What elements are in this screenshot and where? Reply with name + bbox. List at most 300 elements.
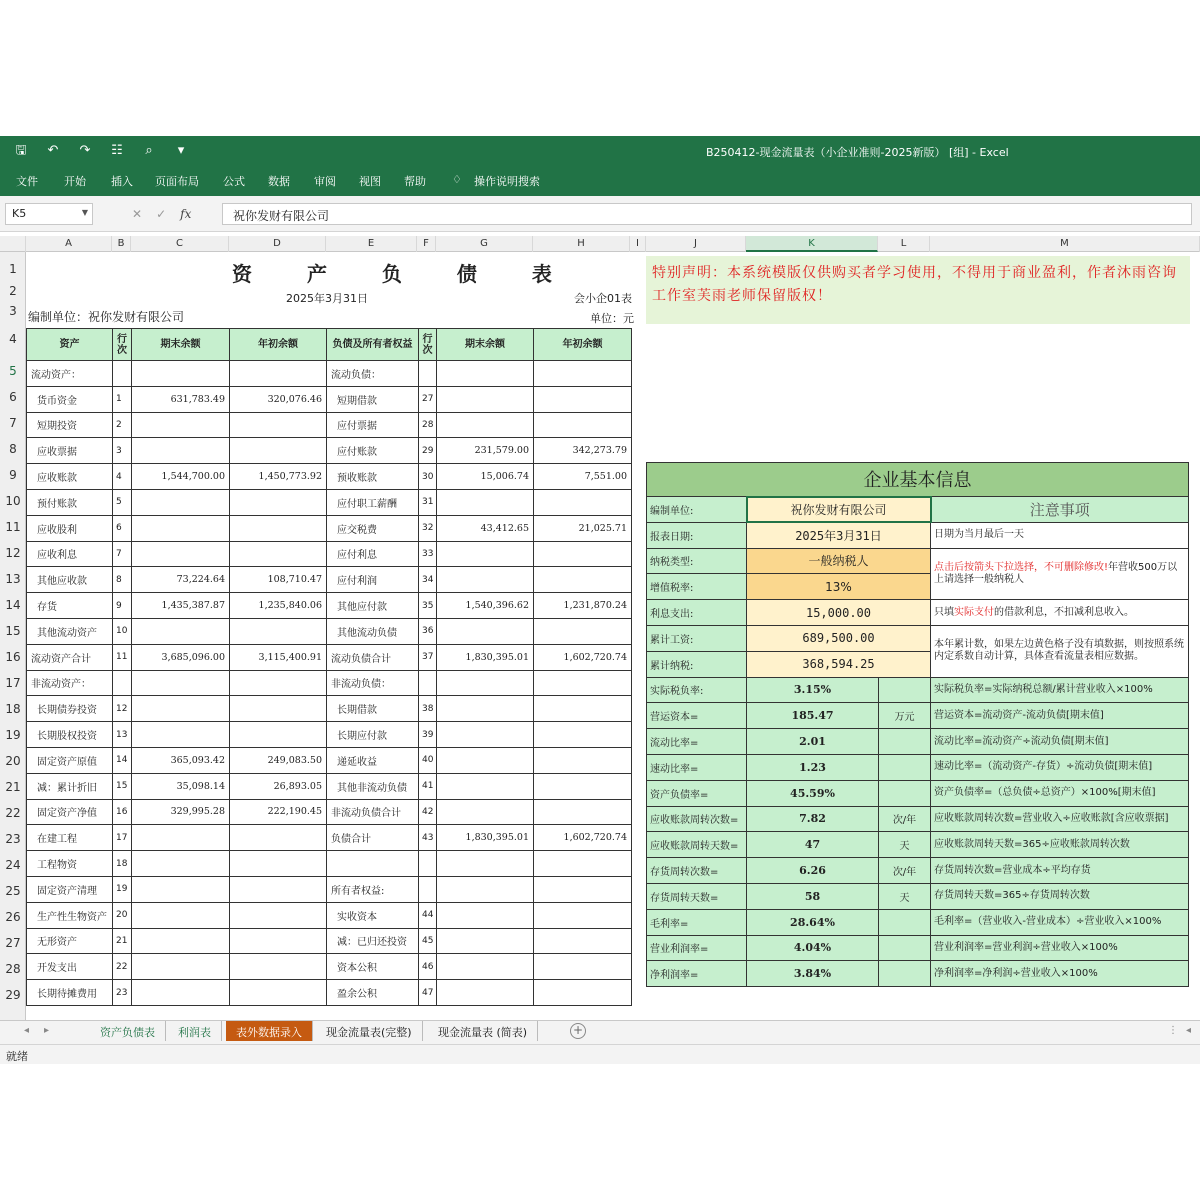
table-cell[interactable]: 41	[419, 773, 437, 799]
table-cell[interactable]	[132, 980, 230, 1006]
table-cell[interactable]: 流动资产：	[27, 361, 113, 387]
table-cell[interactable]	[132, 438, 230, 464]
table-cell[interactable]	[534, 954, 632, 980]
column-header[interactable]: B	[112, 236, 131, 252]
column-header[interactable]: H	[533, 236, 630, 252]
row-header[interactable]: 7	[9, 416, 17, 430]
table-cell[interactable]: 应收利息	[27, 541, 113, 567]
table-cell[interactable]: 所有者权益:	[327, 876, 419, 902]
select-all-corner[interactable]	[0, 236, 26, 252]
customize-icon[interactable]: ▾	[177, 143, 185, 158]
table-cell[interactable]	[132, 489, 230, 515]
table-cell[interactable]: 应交税费	[327, 515, 419, 541]
table-cell[interactable]	[437, 722, 534, 748]
table-cell[interactable]	[230, 412, 327, 438]
table-cell[interactable]: 12	[113, 696, 132, 722]
table-cell[interactable]	[132, 696, 230, 722]
table-cell[interactable]: 其他流动负债	[327, 618, 419, 644]
table-cell[interactable]	[437, 902, 534, 928]
table-cell[interactable]: 无形资产	[27, 928, 113, 954]
table-cell[interactable]: 23	[113, 980, 132, 1006]
table-cell[interactable]	[132, 670, 230, 696]
header-cell[interactable]: 年初余额	[534, 329, 632, 361]
table-cell[interactable]: 1,830,395.01	[437, 825, 534, 851]
column-header[interactable]: M	[930, 236, 1200, 252]
table-cell[interactable]	[230, 670, 327, 696]
table-cell[interactable]	[534, 902, 632, 928]
metric-value[interactable]: 185.47	[747, 703, 879, 729]
table-cell[interactable]	[437, 489, 534, 515]
tab-help[interactable]: 帮助	[404, 175, 426, 188]
chevron-down-icon[interactable]: ▼	[81, 208, 88, 217]
redo-icon[interactable]: ↷	[79, 143, 91, 158]
table-cell[interactable]: 其他流动资产	[27, 618, 113, 644]
table-cell[interactable]	[534, 876, 632, 902]
row-header[interactable]: 2	[9, 284, 17, 298]
row-header[interactable]: 5	[9, 364, 17, 378]
tab-insert[interactable]: 插入	[111, 175, 133, 188]
table-cell[interactable]: 负债合计	[327, 825, 419, 851]
table-cell[interactable]: 13	[113, 722, 132, 748]
row-header[interactable]: 24	[5, 858, 21, 872]
table-cell[interactable]	[437, 696, 534, 722]
row-header[interactable]: 15	[5, 624, 21, 638]
row-header[interactable]: 28	[5, 962, 21, 976]
sheet-tab-income[interactable]: 利润表	[168, 1021, 222, 1041]
table-cell[interactable]: 231,579.00	[437, 438, 534, 464]
header-cell[interactable]: 行次	[419, 329, 437, 361]
table-cell[interactable]: 5	[113, 489, 132, 515]
cancel-icon[interactable]: ✕	[132, 207, 143, 221]
save-icon[interactable]: 🖫	[15, 143, 27, 158]
table-cell[interactable]	[132, 515, 230, 541]
table-cell[interactable]	[534, 670, 632, 696]
insert-function-icon[interactable]: fx	[180, 207, 192, 221]
row-header[interactable]: 13	[5, 572, 21, 586]
table-cell[interactable]	[437, 954, 534, 980]
table-cell[interactable]	[419, 876, 437, 902]
table-cell[interactable]	[437, 567, 534, 593]
table-cell[interactable]: 35,098.14	[132, 773, 230, 799]
table-cell[interactable]: 非流动资产：	[27, 670, 113, 696]
table-cell[interactable]	[534, 773, 632, 799]
table-cell[interactable]: 工程物资	[27, 851, 113, 877]
table-cell[interactable]: 30	[419, 464, 437, 490]
row-header[interactable]: 20	[5, 754, 21, 768]
metric-value[interactable]: 2.01	[747, 729, 879, 755]
table-cell[interactable]: 47	[419, 980, 437, 1006]
row-header[interactable]: 4	[9, 332, 17, 346]
table-cell[interactable]	[132, 876, 230, 902]
table-cell[interactable]: 36	[419, 618, 437, 644]
table-cell[interactable]: 21	[113, 928, 132, 954]
row-header[interactable]: 9	[9, 468, 17, 482]
table-cell[interactable]: 其他非流动负债	[327, 773, 419, 799]
table-cell[interactable]: 28	[419, 412, 437, 438]
metric-value[interactable]: 4.04%	[747, 935, 879, 961]
row-header[interactable]: 3	[9, 304, 17, 318]
tab-home[interactable]: 开始	[64, 175, 86, 188]
table-cell[interactable]	[437, 412, 534, 438]
table-cell[interactable]: 减：已归还投资	[327, 928, 419, 954]
table-cell[interactable]: 1,540,396.62	[437, 593, 534, 619]
table-cell[interactable]: 6	[113, 515, 132, 541]
table-cell[interactable]: 37	[419, 644, 437, 670]
table-cell[interactable]: 应付利润	[327, 567, 419, 593]
metric-value[interactable]: 1.23	[747, 754, 879, 780]
table-cell[interactable]	[132, 722, 230, 748]
table-cell[interactable]	[534, 567, 632, 593]
table-cell[interactable]: 减：累计折旧	[27, 773, 113, 799]
table-cell[interactable]: 货币资金	[27, 386, 113, 412]
table-cell[interactable]: 31	[419, 489, 437, 515]
row-header[interactable]: 10	[5, 494, 21, 508]
add-sheet-icon[interactable]: +	[570, 1023, 586, 1039]
table-cell[interactable]: 43,412.65	[437, 515, 534, 541]
table-cell[interactable]	[132, 618, 230, 644]
sheet-tab-data-entry[interactable]: 表外数据录入	[226, 1021, 313, 1041]
worksheet-grid[interactable]	[26, 252, 1200, 1016]
table-cell[interactable]: 3,685,096.00	[132, 644, 230, 670]
table-cell[interactable]: 盈余公积	[327, 980, 419, 1006]
row-header[interactable]: 27	[5, 936, 21, 950]
table-cell[interactable]: 长期应付款	[327, 722, 419, 748]
table-cell[interactable]	[534, 618, 632, 644]
table-cell[interactable]: 18	[113, 851, 132, 877]
table-cell[interactable]: 生产性生物资产	[27, 902, 113, 928]
table-cell[interactable]	[132, 412, 230, 438]
date-value-cell[interactable]: 2025年3月31日	[747, 522, 931, 548]
table-cell[interactable]	[534, 541, 632, 567]
table-cell[interactable]: 1,450,773.92	[230, 464, 327, 490]
tell-me-search[interactable]: 操作说明搜索	[474, 175, 540, 188]
table-cell[interactable]: 其他应收款	[27, 567, 113, 593]
table-cell[interactable]	[230, 980, 327, 1006]
table-cell[interactable]: 40	[419, 747, 437, 773]
row-header[interactable]: 17	[5, 676, 21, 690]
table-cell[interactable]: 320,076.46	[230, 386, 327, 412]
header-cell[interactable]: 年初余额	[230, 329, 327, 361]
table-cell[interactable]: 开发支出	[27, 954, 113, 980]
column-header[interactable]: K	[746, 236, 878, 252]
table-cell[interactable]: 16	[113, 799, 132, 825]
table-cell[interactable]: 1,602,720.74	[534, 825, 632, 851]
table-cell[interactable]	[132, 361, 230, 387]
scroll-right-icon[interactable]: ▸	[44, 1025, 50, 1036]
tab-file[interactable]: 文件	[16, 175, 38, 188]
table-cell[interactable]	[132, 541, 230, 567]
table-cell[interactable]	[534, 386, 632, 412]
table-cell[interactable]	[419, 851, 437, 877]
metric-value[interactable]: 3.84%	[747, 961, 879, 987]
table-cell[interactable]	[230, 722, 327, 748]
table-cell[interactable]	[437, 618, 534, 644]
table-cell[interactable]: 非流动负债：	[327, 670, 419, 696]
table-cell[interactable]: 应付职工薪酬	[327, 489, 419, 515]
table-cell[interactable]	[230, 954, 327, 980]
table-cell[interactable]: 在建工程	[27, 825, 113, 851]
table-cell[interactable]: 32	[419, 515, 437, 541]
table-cell[interactable]: 应付票据	[327, 412, 419, 438]
table-cell[interactable]	[132, 954, 230, 980]
table-cell[interactable]: 9	[113, 593, 132, 619]
table-cell[interactable]: 14	[113, 747, 132, 773]
table-cell[interactable]	[534, 928, 632, 954]
row-header[interactable]: 22	[5, 806, 21, 820]
table-cell[interactable]: 249,083.50	[230, 747, 327, 773]
table-cell[interactable]	[230, 825, 327, 851]
table-cell[interactable]: 45	[419, 928, 437, 954]
print-preview-icon[interactable]: ⌕	[145, 143, 153, 158]
table-cell[interactable]: 2	[113, 412, 132, 438]
table-cell[interactable]	[230, 489, 327, 515]
interest-value-cell[interactable]: 15,000.00	[747, 600, 931, 626]
table-cell[interactable]: 44	[419, 902, 437, 928]
table-cell[interactable]: 631,783.49	[132, 386, 230, 412]
table-cell[interactable]: 长期股权投资	[27, 722, 113, 748]
table-cell[interactable]	[113, 670, 132, 696]
table-cell[interactable]: 1,435,387.87	[132, 593, 230, 619]
metric-value[interactable]: 6.26	[747, 858, 879, 884]
table-cell[interactable]	[534, 722, 632, 748]
table-cell[interactable]	[534, 851, 632, 877]
column-header[interactable]: G	[436, 236, 533, 252]
metric-value[interactable]: 58	[747, 883, 879, 909]
table-cell[interactable]: 递延收益	[327, 747, 419, 773]
tab-view[interactable]: 视图	[359, 175, 381, 188]
table-cell[interactable]	[230, 438, 327, 464]
table-cell[interactable]: 19	[113, 876, 132, 902]
table-cell[interactable]	[437, 386, 534, 412]
metric-value[interactable]: 3.15%	[747, 677, 879, 703]
table-cell[interactable]	[534, 980, 632, 1006]
table-cell[interactable]: 329,995.28	[132, 799, 230, 825]
row-header[interactable]: 14	[5, 598, 21, 612]
company-value-cell[interactable]: 祝你发财有限公司	[747, 497, 931, 523]
table-cell[interactable]: 短期借款	[327, 386, 419, 412]
table-cell[interactable]: 预收账款	[327, 464, 419, 490]
table-cell[interactable]	[419, 361, 437, 387]
table-cell[interactable]: 42	[419, 799, 437, 825]
table-cell[interactable]	[437, 670, 534, 696]
header-cell[interactable]: 资产	[27, 329, 113, 361]
table-cell[interactable]: 17	[113, 825, 132, 851]
table-cell[interactable]	[230, 618, 327, 644]
column-header[interactable]: E	[326, 236, 417, 252]
table-cell[interactable]: 3	[113, 438, 132, 464]
row-header[interactable]: 12	[5, 546, 21, 560]
table-cell[interactable]: 流动资产合计	[27, 644, 113, 670]
table-cell[interactable]	[437, 980, 534, 1006]
row-header[interactable]: 8	[9, 442, 17, 456]
table-cell[interactable]	[437, 361, 534, 387]
metric-value[interactable]: 7.82	[747, 806, 879, 832]
table-cell[interactable]	[230, 902, 327, 928]
row-header[interactable]: 18	[5, 702, 21, 716]
table-cell[interactable]: 39	[419, 722, 437, 748]
table-cell[interactable]	[437, 928, 534, 954]
table-cell[interactable]: 3,115,400.91	[230, 644, 327, 670]
table-cell[interactable]: 1,231,870.24	[534, 593, 632, 619]
table-cell[interactable]: 43	[419, 825, 437, 851]
row-header[interactable]: 16	[5, 650, 21, 664]
table-cell[interactable]: 长期待摊费用	[27, 980, 113, 1006]
table-cell[interactable]	[132, 928, 230, 954]
table-cell[interactable]	[419, 670, 437, 696]
table-cell[interactable]	[437, 799, 534, 825]
taxpayer-type-select[interactable]: 一般纳税人	[747, 548, 931, 574]
table-cell[interactable]: 8	[113, 567, 132, 593]
table-cell[interactable]: 7,551.00	[534, 464, 632, 490]
table-cell[interactable]	[437, 773, 534, 799]
table-cell[interactable]: 1,830,395.01	[437, 644, 534, 670]
table-cell[interactable]	[534, 489, 632, 515]
enter-icon[interactable]: ✓	[156, 207, 167, 221]
table-cell[interactable]: 流动负债：	[327, 361, 419, 387]
table-cell[interactable]	[132, 902, 230, 928]
header-cell[interactable]: 期末余额	[132, 329, 230, 361]
tab-data[interactable]: 数据	[268, 175, 290, 188]
table-cell[interactable]: 15	[113, 773, 132, 799]
table-cell[interactable]: 资本公积	[327, 954, 419, 980]
table-cell[interactable]: 15,006.74	[437, 464, 534, 490]
header-cell[interactable]: 行次	[113, 329, 132, 361]
sheet-tab-cashflow-full[interactable]: 现金流量表(完整)	[316, 1021, 423, 1041]
table-cell[interactable]: 应收账款	[27, 464, 113, 490]
row-header[interactable]: 19	[5, 728, 21, 742]
table-cell[interactable]: 27	[419, 386, 437, 412]
column-header[interactable]: I	[630, 236, 646, 252]
table-cell[interactable]	[132, 851, 230, 877]
table-cell[interactable]	[113, 361, 132, 387]
table-cell[interactable]: 26,893.05	[230, 773, 327, 799]
table-cell[interactable]: 长期债券投资	[27, 696, 113, 722]
table-cell[interactable]: 应付账款	[327, 438, 419, 464]
tax-value-cell[interactable]: 368,594.25	[747, 651, 931, 677]
table-cell[interactable]: 365,093.42	[132, 747, 230, 773]
table-cell[interactable]: 长期借款	[327, 696, 419, 722]
tab-page-layout[interactable]: 页面布局	[155, 175, 199, 188]
table-cell[interactable]: 29	[419, 438, 437, 464]
table-cell[interactable]	[437, 851, 534, 877]
table-cell[interactable]	[437, 876, 534, 902]
row-header[interactable]: 29	[5, 988, 21, 1002]
column-header[interactable]: L	[878, 236, 930, 252]
column-header[interactable]: D	[229, 236, 326, 252]
metric-value[interactable]: 47	[747, 832, 879, 858]
row-header[interactable]: 21	[5, 780, 21, 794]
row-header[interactable]: 1	[9, 262, 17, 276]
header-cell[interactable]: 负债及所有者权益	[327, 329, 419, 361]
table-cell[interactable]	[534, 412, 632, 438]
metric-value[interactable]: 28.64%	[747, 909, 879, 935]
table-cell[interactable]: 1	[113, 386, 132, 412]
table-cell[interactable]: 固定资产净值	[27, 799, 113, 825]
wages-value-cell[interactable]: 689,500.00	[747, 625, 931, 651]
table-cell[interactable]: 应付利息	[327, 541, 419, 567]
row-header[interactable]: 23	[5, 832, 21, 846]
table-cell[interactable]: 46	[419, 954, 437, 980]
table-cell[interactable]: 11	[113, 644, 132, 670]
table-cell[interactable]: 342,273.79	[534, 438, 632, 464]
table-cell[interactable]: 73,224.64	[132, 567, 230, 593]
table-cell[interactable]: 33	[419, 541, 437, 567]
table-cell[interactable]	[534, 361, 632, 387]
table-cell[interactable]: 10	[113, 618, 132, 644]
table-cell[interactable]: 1,544,700.00	[132, 464, 230, 490]
table-cell[interactable]: 短期投资	[27, 412, 113, 438]
header-cell[interactable]: 期末余额	[437, 329, 534, 361]
tab-review[interactable]: 审阅	[314, 175, 336, 188]
table-cell[interactable]	[327, 851, 419, 877]
table-cell[interactable]: 1,602,720.74	[534, 644, 632, 670]
table-cell[interactable]	[230, 928, 327, 954]
table-cell[interactable]: 存货	[27, 593, 113, 619]
table-cell[interactable]: 22	[113, 954, 132, 980]
table-cell[interactable]: 非流动负债合计	[327, 799, 419, 825]
table-cell[interactable]: 流动负债合计	[327, 644, 419, 670]
table-cell[interactable]: 222,190.45	[230, 799, 327, 825]
column-header[interactable]: J	[646, 236, 746, 252]
scroll-left-icon[interactable]: ◂	[24, 1025, 30, 1036]
hscroll-left-icon[interactable]: ◂	[1186, 1025, 1192, 1036]
formula-input[interactable]: 祝你发财有限公司	[222, 203, 1192, 225]
row-header[interactable]: 6	[9, 390, 17, 404]
table-cell[interactable]	[437, 747, 534, 773]
row-header[interactable]: 11	[5, 520, 21, 534]
table-cell[interactable]: 预付账款	[27, 489, 113, 515]
table-cell[interactable]: 应收票据	[27, 438, 113, 464]
table-cell[interactable]: 35	[419, 593, 437, 619]
table-cell[interactable]	[534, 696, 632, 722]
more-options-icon[interactable]: ⋮	[1168, 1025, 1178, 1036]
table-cell[interactable]: 应收股利	[27, 515, 113, 541]
row-header[interactable]: 25	[5, 884, 21, 898]
table-cell[interactable]	[230, 541, 327, 567]
table-cell[interactable]	[230, 876, 327, 902]
tab-formulas[interactable]: 公式	[223, 175, 245, 188]
table-cell[interactable]: 108,710.47	[230, 567, 327, 593]
table-cell[interactable]: 7	[113, 541, 132, 567]
undo-icon[interactable]: ↶	[47, 143, 59, 158]
table-cell[interactable]: 1,235,840.06	[230, 593, 327, 619]
table-cell[interactable]: 4	[113, 464, 132, 490]
table-cell[interactable]	[437, 541, 534, 567]
table-cell[interactable]	[230, 696, 327, 722]
table-cell[interactable]: 固定资产原值	[27, 747, 113, 773]
name-box[interactable]	[5, 203, 93, 225]
column-header[interactable]: F	[417, 236, 436, 252]
table-cell[interactable]: 固定资产清理	[27, 876, 113, 902]
table-cell[interactable]	[534, 747, 632, 773]
sheet-tab-cashflow-short[interactable]: 现金流量表 (简表)	[428, 1021, 538, 1041]
sheet-tab-balance[interactable]: 资产负债表	[90, 1021, 166, 1041]
table-cell[interactable]: 38	[419, 696, 437, 722]
column-header[interactable]: A	[26, 236, 112, 252]
table-cell[interactable]: 实收资本	[327, 902, 419, 928]
format-painter-icon[interactable]: ☷	[111, 143, 123, 158]
table-cell[interactable]	[230, 361, 327, 387]
table-cell[interactable]	[132, 825, 230, 851]
table-cell[interactable]: 21,025.71	[534, 515, 632, 541]
vat-rate-select[interactable]: 13%	[747, 574, 931, 600]
table-cell[interactable]	[230, 851, 327, 877]
column-header[interactable]: C	[131, 236, 229, 252]
table-cell[interactable]	[534, 799, 632, 825]
table-cell[interactable]: 20	[113, 902, 132, 928]
metric-value[interactable]: 45.59%	[747, 780, 879, 806]
table-cell[interactable]	[230, 515, 327, 541]
